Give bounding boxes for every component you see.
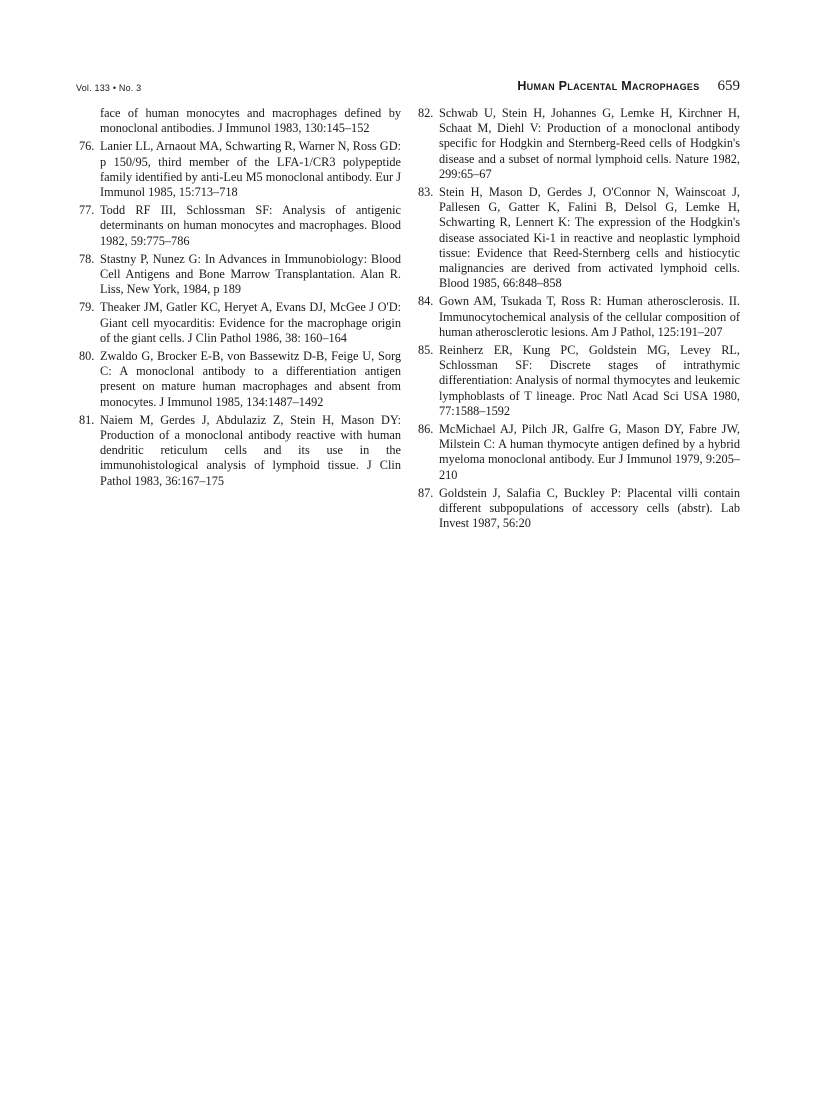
reference-84 bbox=[418, 294, 740, 340]
reference-continuation: face of human monocytes and macrophages defined by monoclonal antibodies. J Immunol 1983, 130:145–152 bbox=[100, 106, 401, 136]
reference-text: Goldstein J, Salafia C, Buckley P: Placental villi contain different subpopulations of accessory cells (abstr). Lab Invest 1987, 56:20 bbox=[439, 485, 740, 531]
reference-number: 87. bbox=[418, 485, 434, 500]
header-right bbox=[517, 77, 740, 95]
reference-number: 83. bbox=[418, 185, 434, 200]
reference-number: 82. bbox=[418, 106, 434, 120]
reference-text: Gown AM, Tsukada T, Ross R: Human atherosclerosis. II. Immunocytochemical analysis of the cellular composition of human atherosclerotic lesions. Am J Pathol, 125:191–207 bbox=[439, 294, 740, 339]
page-number: 659 bbox=[717, 78, 740, 94]
reference-number: 84. bbox=[418, 294, 434, 309]
reference-text: Lanier LL, Arnaout MA, Schwarting R, Warner N, Ross GD: p 150/95, third member of the LFA-1/CR3 polypeptide family identified by anti-Leu M5 monoclonal antibody. Eur J Immunol 1985, 15:713–718 bbox=[100, 139, 401, 200]
reference-number: 77. bbox=[79, 203, 95, 218]
reference-number: 81. bbox=[79, 412, 95, 427]
reference-text: Schwab U, Stein H, Johannes G, Lemke H, Kirchner H, Schaat M, Diehl V: Production of a monoclonal antibody specific for Hodgkin and Sternberg-Reed cells of Hodgkin's disease and a subset of normal lymphoid cells. Nature 1982, 299:65–67 bbox=[439, 106, 740, 181]
reference-text: McMichael AJ, Pilch JR, Galfre G, Mason DY, Fabre JW, Milstein C: A human thymocyte antigen defined by a hybrid myeloma monoclonal antibody. Eur J Immunol 1979, 9:205–210 bbox=[439, 422, 740, 482]
reference-77 bbox=[79, 203, 401, 249]
reference-76 bbox=[79, 139, 401, 200]
running-title: Human Placental Macrophages bbox=[517, 79, 700, 93]
reference-80 bbox=[79, 349, 401, 410]
reference-number: 79. bbox=[79, 300, 95, 315]
reference-text: Theaker JM, Gatler KC, Heryet A, Evans DJ, McGee J O'D: Giant cell myocarditis: Evidence for the macrophage origin of the giant cells. J Clin Pathol 1986, 38: 160–164 bbox=[100, 300, 401, 345]
reference-87 bbox=[418, 486, 740, 532]
reference-number: 78. bbox=[79, 251, 95, 266]
reference-78 bbox=[79, 252, 401, 298]
left-column bbox=[79, 106, 401, 492]
reference-85 bbox=[418, 343, 740, 419]
reference-text: Stein H, Mason D, Gerdes J, O'Connor N, Wainscoat J, Pallesen G, Gatter K, Falini B, Delsol G, Lemke H, Schwarting R, Lennert K: The expression of the Hodgkin's disease associated Ki-1 in reactive and neoplastic lymphoid tissue: Evidence that Reed-Sternberg cells and histiocytic malignancies are derived from activated lymphoid cells. Blood 1985, 66:848–858 bbox=[439, 185, 740, 291]
reference-text: Zwaldo G, Brocker E-B, von Bassewitz D-B, Feige U, Sorg C: A monoclonal antibody to a differentiation antigen present on mature human macrophages and absent from monocytes. J Immunol 1985, 134:1487–1492 bbox=[100, 349, 401, 409]
right-column bbox=[418, 106, 740, 534]
reference-83 bbox=[418, 185, 740, 291]
reference-text: Stastny P, Nunez G: In Advances in Immunobiology: Blood Cell Antigens and Bone Marrow Transplantation. Alan R. Liss, New York, 1984, p 189 bbox=[100, 251, 401, 297]
volume-issue: Vol. 133 • No. 3 bbox=[76, 83, 142, 93]
reference-text: Reinherz ER, Kung PC, Goldstein MG, Levey RL, Schlossman SF: Discrete stages of intrathymic differentiation: Analysis of normal thymocytes and leukemic lymphoblasts of T lineage. Proc Natl Acad Sci USA 1980, 77:1588–1592 bbox=[439, 343, 740, 418]
reference-79 bbox=[79, 300, 401, 346]
reference-number: 85. bbox=[418, 343, 434, 358]
reference-text: Todd RF III, Schlossman SF: Analysis of antigenic determinants on human monocytes and macrophages. Blood 1982, 59:775–786 bbox=[100, 203, 401, 248]
reference-number: 80. bbox=[79, 349, 95, 364]
reference-81 bbox=[79, 413, 401, 489]
reference-number: 76. bbox=[79, 139, 95, 154]
reference-number: 86. bbox=[418, 422, 434, 437]
reference-82 bbox=[418, 106, 740, 182]
reference-86 bbox=[418, 422, 740, 483]
running-header bbox=[76, 77, 740, 97]
reference-text: Naiem M, Gerdes J, Abdulaziz Z, Stein H, Mason DY: Production of a monoclonal antibody reactive with human dendritic reticulum cells and its use in the immunohistological analysis of lymphoid tissue. J Clin Pathol 1983, 36:167–175 bbox=[100, 412, 401, 488]
